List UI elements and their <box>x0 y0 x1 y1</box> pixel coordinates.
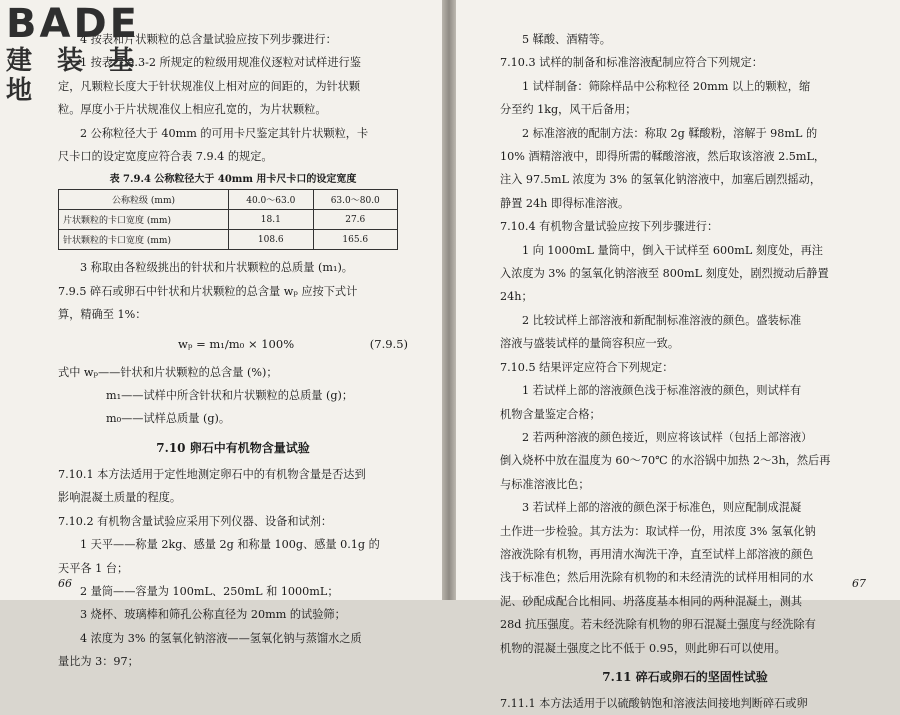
text-line: 1 试样制备：筛除样品中公称粒径 20mm 以上的颗粒，缩 <box>522 79 811 93</box>
text-line: 天平各 1 台； <box>58 561 129 575</box>
text-line: 式中 wₚ——针状和片状颗粒的总含量 (%)； <box>58 365 278 379</box>
text-line: 1 若试样上部的溶液颜色浅于标准溶液的颜色，则试样有 <box>522 384 802 398</box>
right-page <box>456 0 900 710</box>
text-line: 注入 97.5mL 浓度为 3% 的氢氧化钠溶液中，加塞后剧烈摇动， <box>500 173 822 187</box>
section-heading: 7.10 卵石中有机物含量试验 <box>156 440 310 455</box>
table-cell: 片状颗粒的卡口宽度 (mm) <box>59 210 229 230</box>
text-line: 7.10.3 试样的制备和标准溶液配制应符合下列规定： <box>500 56 763 70</box>
logo-text-top: BADE <box>6 1 140 47</box>
text-line: 1 向 1000mL 量筒中，倒入干试样至 600mL 刻度处，再注 <box>522 243 823 257</box>
text-line: 1 天平——称量 2kg、感量 2g 和称量 100g、感量 0.1g 的 <box>80 538 380 552</box>
table-header-cell: 40.0～63.0 <box>229 190 313 210</box>
left-page-body <box>58 28 408 674</box>
text-line: 2 标准溶液的配制方法：称取 2g 鞣酸粉，溶解于 98mL 的 <box>522 126 818 140</box>
formula-number: (7.9.5) <box>369 336 408 351</box>
page-number-left: 66 <box>58 577 72 590</box>
text-line: 尺卡口的设定宽度应符合表 7.9.4 的规定。 <box>58 150 273 164</box>
text-line: 7.10.2 有机物含量试验应采用下列仪器、设备和试剂： <box>58 514 333 528</box>
table-header-cell: 63.0～80.0 <box>313 190 397 210</box>
right-page-body <box>500 28 870 715</box>
text-line: 机物含量鉴定合格； <box>500 407 601 421</box>
text-line: m₁——试样中所含针状和片状颗粒的总质量 (g)； <box>106 389 354 403</box>
text-line: 28d 抗压强度。若未经洗除有机物的卵石混凝土强度与经洗除有 <box>500 618 816 632</box>
text-line: 定，凡颗粒长度大于针状规准仪上相对应的间距的，为针状颗 <box>58 79 361 93</box>
table-cell: 针状颗粒的卡口宽度 (mm) <box>59 230 229 250</box>
text-line: 5 鞣酸、酒精等。 <box>522 33 611 46</box>
text-line: 2 公称粒径大于 40mm 的可用卡尺鉴定其针片状颗粒，卡 <box>80 126 369 140</box>
page-number-right: 67 <box>852 577 866 590</box>
table-cell: 165.6 <box>313 230 397 250</box>
table-cell: 27.6 <box>313 210 397 230</box>
text-line: 7.11.1 本方法适用于以硫酸钠饱和溶液法间接地判断碎石或卵 <box>500 696 808 710</box>
spec-table <box>58 189 398 250</box>
section-heading: 7.11 碎石或卵石的坚固性试验 <box>602 669 768 684</box>
text-line: 2 比较试样上部溶液和新配制标准溶液的颜色。盛装标准 <box>522 313 802 327</box>
text-line: 4 浓度为 3% 的氢氧化钠溶液——氢氧化钠与蒸馏水之质 <box>80 631 362 645</box>
table-header-cell: 公称粒级 (mm) <box>59 190 229 210</box>
bade-watermark-logo <box>6 1 176 106</box>
table-caption: 表 7.9.4 公称粒径大于 40mm 用卡尺卡口的设定宽度 <box>109 174 357 186</box>
text-line: 7.10.4 有机物含量试验应按下列步骤进行： <box>500 220 719 234</box>
text-line: 算，精确至 1%： <box>58 308 147 322</box>
text-line: 3 若试样上部的溶液的颜色深于标准色，则应配制成混凝 <box>522 501 802 515</box>
table-row <box>59 230 398 250</box>
text-line: 7.10.1 本方法适用于定性地测定卵石中的有机物含量是否达到 <box>58 467 366 481</box>
text-line: 量比为 3：97； <box>58 655 139 669</box>
text-line: 影响混凝土质量的程度。 <box>58 491 182 505</box>
text-line: 24h； <box>500 290 533 304</box>
text-line: 4 按表和片状颗粒的总含量试验应按下列步骤进行： <box>80 33 337 46</box>
text-line: 倒入烧杯中放在温度为 60～70℃ 的水浴锅中加热 2～3h，然后再 <box>500 454 831 468</box>
text-line: 与标准溶液比色； <box>500 477 590 491</box>
formula-row <box>58 327 408 361</box>
text-line: 入浓度为 3% 的氢氧化钠溶液至 800mL 刻度处，剧烈搅动后静置 <box>500 267 829 281</box>
text-line: 1 按表 7.9.3-2 所规定的粒级用规准仪逐粒对试样进行鉴 <box>80 56 361 70</box>
text-line: 机物的混凝土强度之比不低于 0.95，则此卵石可以使用。 <box>500 641 786 655</box>
text-line: 2 若两种溶液的颜色接近，则应将该试样（包括上部溶液） <box>522 430 813 444</box>
text-line: 粒。厚度小于片状规准仪上相应孔宽的，为片状颗粒。 <box>58 103 327 117</box>
text-line: 3 烧杯、玻璃棒和筛孔公称直径为 20mm 的试验筛； <box>80 608 346 622</box>
text-line: 2 量筒——容量为 100mL、250mL 和 1000mL； <box>80 584 339 598</box>
text-line: 静置 24h 即得标准溶液。 <box>500 196 630 210</box>
table-cell: 18.1 <box>229 210 313 230</box>
text-line: 分至约 1kg，风干后备用； <box>500 103 637 117</box>
book-gutter <box>442 0 456 600</box>
text-line: 7.9.5 碎石或卵石中针状和片状颗粒的总含量 wₚ 应按下式计 <box>58 284 358 298</box>
logo-text-bottom: 建 装 基 地 <box>6 46 143 106</box>
text-line: 土作进一步检验。其方法为：取试样一份，用浓度 3% 氢氧化钠 <box>500 524 816 538</box>
text-line: 7.10.5 结果评定应符合下列规定： <box>500 360 674 374</box>
table-cell: 108.6 <box>229 230 313 250</box>
table-row <box>59 210 398 230</box>
text-line: m₀——试样总质量 (g)。 <box>106 412 231 426</box>
text-line: 泥、砂配成配合比相同、坍落度基本相同的两种混凝土，测其 <box>500 594 803 608</box>
formula: wₚ = m₁/m₀ × 100% <box>178 336 295 351</box>
text-line: 溶液洗除有机物，再用清水淘洗干净，直至试样上部溶液的颜色 <box>500 547 814 561</box>
text-line: 溶液与盛装试样的量筒容积应一致。 <box>500 337 680 351</box>
text-line: 3 称取由各粒级挑出的针状和片状颗粒的总质量 (m₁)。 <box>80 261 353 275</box>
text-line: 浅于标准色；然后用洗除有机物的和未经清洗的试样用相同的水 <box>500 571 814 585</box>
text-line: 10% 酒精溶液中，即得所需的鞣酸溶液，然后取该溶液 2.5mL， <box>500 150 826 164</box>
